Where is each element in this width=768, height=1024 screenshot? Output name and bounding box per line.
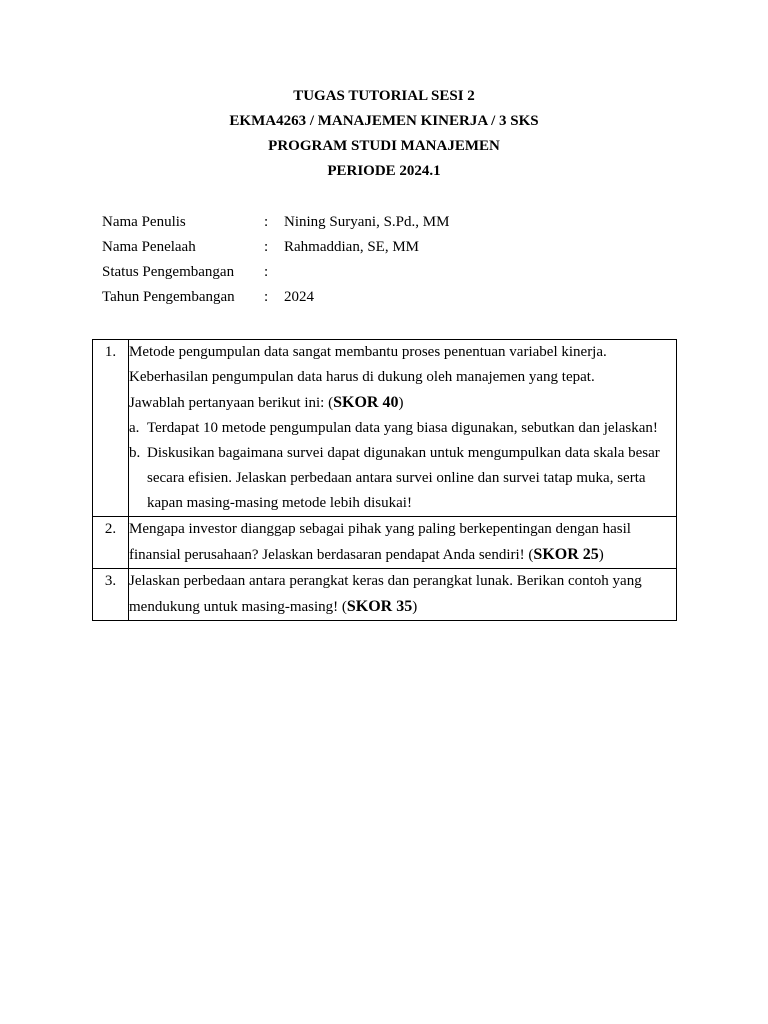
question-line: Keberhasilan pengumpulan data harus di dukung oleh manajemen yang tepat. xyxy=(129,369,595,385)
question-text: Jelaskan perbedaan antara perangkat keras dan perangkat lunak. Berikan contoh yang mendukung untuk masing-masing! ( xyxy=(129,573,642,615)
meta-value: Nining Suryani, S.Pd., MM xyxy=(284,214,450,230)
meta-label: Tahun Pengembangan xyxy=(102,289,235,305)
document-header xyxy=(0,84,768,184)
meta-row-tahun xyxy=(102,285,449,310)
header-course: EKMA4263 / MANAJEMEN KINERJA / 3 SKS xyxy=(229,113,539,129)
questions-table xyxy=(92,339,677,621)
header-title: TUGAS TUTORIAL SESI 2 xyxy=(293,88,475,104)
question-instruction xyxy=(129,390,676,416)
meta-row-penulis xyxy=(102,210,449,235)
question-number: 2. xyxy=(93,517,129,569)
sub-text: Terdapat 10 metode pengumpulan data yang biasa digunakan, sebutkan dan jelaskan! xyxy=(147,420,658,436)
question-number: 3. xyxy=(93,569,129,621)
sub-marker: b. xyxy=(129,445,141,461)
meta-value: 2024 xyxy=(284,289,314,305)
instruction-text: Jawablah pertanyaan berikut ini: ( xyxy=(129,395,334,411)
meta-value: Rahmaddian, SE, MM xyxy=(284,239,419,255)
meta-row-penelaah xyxy=(102,235,449,260)
paren-close: ) xyxy=(412,599,418,615)
meta-colon: : xyxy=(264,264,269,280)
meta-colon: : xyxy=(264,214,269,230)
meta-label: Nama Penelaah xyxy=(102,239,196,255)
paren-close: ) xyxy=(598,547,604,563)
question-text: Mengapa investor dianggap sebagai pihak yang paling berkepentingan dengan hasil finansial perusahaan? Jelaskan berdasaran pendapat Anda sendiri! ( xyxy=(129,521,631,563)
meta-colon: : xyxy=(264,239,269,255)
question-row-1 xyxy=(93,340,677,517)
question-row-3 xyxy=(93,569,677,621)
sub-question-a xyxy=(129,416,676,441)
header-program: PROGRAM STUDI MANAJEMEN xyxy=(268,138,500,154)
header-period: PERIODE 2024.1 xyxy=(327,163,441,179)
question-line: Metode pengumpulan data sangat membantu proses penentuan variabel kinerja. xyxy=(129,344,607,360)
meta-colon: : xyxy=(264,289,269,305)
sub-marker: a. xyxy=(129,420,140,436)
sub-text: Diskusikan bagaimana survei dapat digunakan untuk mengumpulkan data skala besar secara efisien. Jelaskan perbedaan antara survei online dan survei tatap muka, serta kapan masing-masing metode lebih disukai! xyxy=(147,445,660,511)
score-label: SKOR 40 xyxy=(333,394,399,411)
question-row-2 xyxy=(93,517,677,569)
question-body xyxy=(129,517,677,569)
score-label: SKOR 25 xyxy=(533,546,599,563)
score-label: SKOR 35 xyxy=(346,598,413,615)
meta-label: Status Pengembangan xyxy=(102,264,235,280)
meta-row-status xyxy=(102,260,449,285)
metadata-block xyxy=(102,210,449,310)
meta-label: Nama Penulis xyxy=(102,214,186,230)
sub-question-b xyxy=(129,441,676,516)
question-body xyxy=(129,340,677,517)
question-number: 1. xyxy=(93,340,129,517)
paren-close: ) xyxy=(398,395,404,411)
question-body xyxy=(129,569,677,621)
